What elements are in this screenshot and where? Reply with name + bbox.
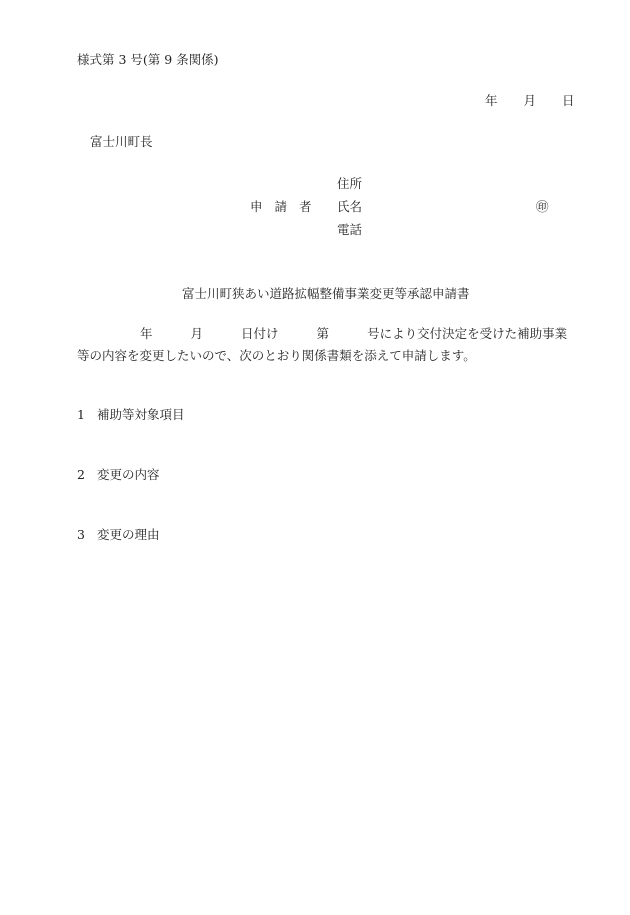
applicant-label [250,201,312,214]
item-number: 2 [77,467,85,482]
body-month-label: 月 [190,326,204,341]
address-label: 住所 [337,176,363,191]
item-number: 3 [77,527,85,542]
body-year-label: 年 [140,326,153,341]
item-text: 補助等対象項目 [96,407,185,422]
document-title: 富士川町狭あい道路拡幅整備事業変更等承認申請書 [182,286,470,301]
item-text: 変更の内容 [96,467,160,482]
body-dated-label: 日付け [241,326,279,341]
item-1 [77,409,184,422]
addressee: 富士川町長 [90,134,153,149]
phone-label: 電話 [337,222,363,237]
date-day-label: 日 [562,93,575,108]
body-line-1-tail: 号により交付決定を受けた補助事業 [367,326,568,341]
date-month-label: 月 [523,93,537,108]
item-number: 1 [77,407,85,422]
item-3 [77,529,159,542]
body-number-prefix: 第 [316,326,330,341]
name-label: 氏名 [337,199,363,214]
seal-mark: ㊞ [536,199,549,214]
date-year-label: 年 [485,93,498,108]
body-line-2: 等の内容を変更したいので、次のとおり関係書類を添えて申請します。 [77,348,476,363]
applicant-char-1: 申 [250,199,263,214]
item-2 [77,469,159,482]
applicant-char-3: 者 [299,199,312,214]
date-line [485,95,575,108]
applicant-char-2: 請 [274,199,288,214]
form-number: 様式第 3 号(第 9 条関係) [77,52,219,67]
body-line-1 [140,328,567,341]
item-text: 変更の理由 [96,527,160,542]
